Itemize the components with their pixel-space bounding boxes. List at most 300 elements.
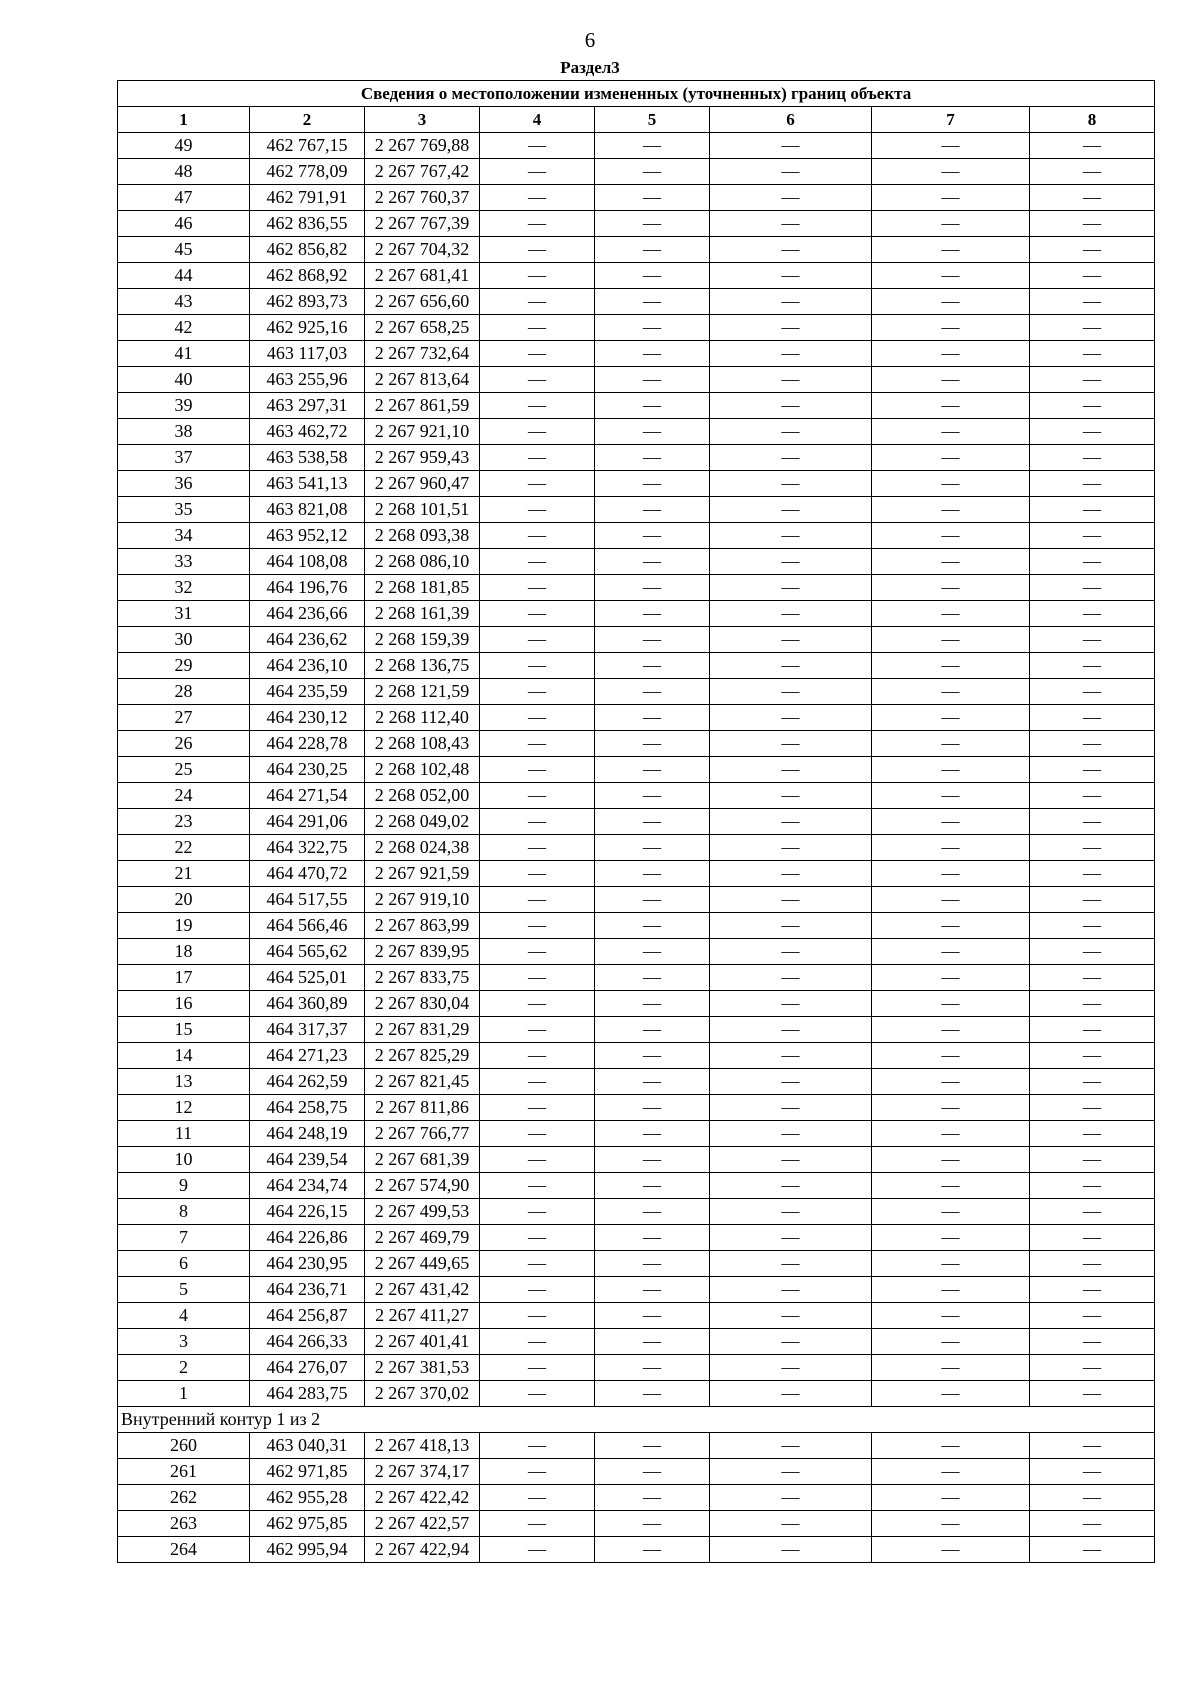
empty-value-cell: — <box>480 1069 595 1095</box>
point-number-cell: 25 <box>118 757 250 783</box>
empty-value-cell: — <box>1030 1069 1155 1095</box>
point-number-cell: 29 <box>118 653 250 679</box>
empty-value-cell: — <box>872 1251 1030 1277</box>
x-coordinate-cell: 462 791,91 <box>250 185 365 211</box>
empty-value-cell: — <box>595 939 710 965</box>
empty-value-cell: — <box>1030 679 1155 705</box>
point-number-cell: 43 <box>118 289 250 315</box>
empty-value-cell: — <box>710 679 872 705</box>
empty-value-cell: — <box>872 1459 1030 1485</box>
empty-value-cell: — <box>1030 939 1155 965</box>
y-coordinate-cell: 2 268 052,00 <box>365 783 480 809</box>
table-row <box>118 549 1155 575</box>
point-number-cell: 10 <box>118 1147 250 1173</box>
empty-value-cell: — <box>710 159 872 185</box>
empty-value-cell: — <box>595 1017 710 1043</box>
x-coordinate-cell: 462 975,85 <box>250 1511 365 1537</box>
y-coordinate-cell: 2 267 370,02 <box>365 1381 480 1407</box>
empty-value-cell: — <box>1030 341 1155 367</box>
section-label: Раздел3 <box>560 58 620 77</box>
point-number-cell: 4 <box>118 1303 250 1329</box>
x-coordinate-cell: 464 525,01 <box>250 965 365 991</box>
empty-value-cell: — <box>872 991 1030 1017</box>
empty-value-cell: — <box>595 341 710 367</box>
x-coordinate-cell: 464 360,89 <box>250 991 365 1017</box>
empty-value-cell: — <box>710 185 872 211</box>
empty-value-cell: — <box>480 549 595 575</box>
empty-value-cell: — <box>595 601 710 627</box>
column-header: 8 <box>1030 107 1155 133</box>
empty-value-cell: — <box>710 211 872 237</box>
empty-value-cell: — <box>1030 497 1155 523</box>
table-row <box>118 965 1155 991</box>
empty-value-cell: — <box>1030 861 1155 887</box>
coordinates-table <box>117 80 1155 1563</box>
empty-value-cell: — <box>710 731 872 757</box>
empty-value-cell: — <box>872 679 1030 705</box>
table-row <box>118 601 1155 627</box>
empty-value-cell: — <box>710 705 872 731</box>
point-number-cell: 48 <box>118 159 250 185</box>
empty-value-cell: — <box>595 731 710 757</box>
empty-value-cell: — <box>872 1043 1030 1069</box>
point-number-cell: 262 <box>118 1485 250 1511</box>
y-coordinate-cell: 2 267 656,60 <box>365 289 480 315</box>
empty-value-cell: — <box>595 653 710 679</box>
point-number-cell: 46 <box>118 211 250 237</box>
empty-value-cell: — <box>872 887 1030 913</box>
y-coordinate-cell: 2 268 049,02 <box>365 809 480 835</box>
y-coordinate-cell: 2 267 401,41 <box>365 1329 480 1355</box>
point-number-cell: 13 <box>118 1069 250 1095</box>
empty-value-cell: — <box>1030 1095 1155 1121</box>
empty-value-cell: — <box>710 367 872 393</box>
empty-value-cell: — <box>710 575 872 601</box>
inner-contour-label: Внутренний контур 1 из 2 <box>118 1407 1155 1433</box>
empty-value-cell: — <box>595 159 710 185</box>
table-row <box>118 1537 1155 1563</box>
column-header: 7 <box>872 107 1030 133</box>
empty-value-cell: — <box>480 965 595 991</box>
x-coordinate-cell: 463 297,31 <box>250 393 365 419</box>
x-coordinate-cell: 464 236,66 <box>250 601 365 627</box>
y-coordinate-cell: 2 267 767,42 <box>365 159 480 185</box>
x-coordinate-cell: 463 541,13 <box>250 471 365 497</box>
point-number-cell: 38 <box>118 419 250 445</box>
empty-value-cell: — <box>1030 445 1155 471</box>
empty-value-cell: — <box>480 185 595 211</box>
empty-value-cell: — <box>710 237 872 263</box>
empty-value-cell: — <box>1030 705 1155 731</box>
empty-value-cell: — <box>872 263 1030 289</box>
point-number-cell: 1 <box>118 1381 250 1407</box>
point-number-cell: 36 <box>118 471 250 497</box>
table-row <box>118 1017 1155 1043</box>
empty-value-cell: — <box>480 1225 595 1251</box>
y-coordinate-cell: 2 267 374,17 <box>365 1459 480 1485</box>
table-row <box>118 861 1155 887</box>
y-coordinate-cell: 2 267 574,90 <box>365 1173 480 1199</box>
empty-value-cell: — <box>1030 1485 1155 1511</box>
empty-value-cell: — <box>1030 835 1155 861</box>
x-coordinate-cell: 464 317,37 <box>250 1017 365 1043</box>
point-number-cell: 49 <box>118 133 250 159</box>
empty-value-cell: — <box>1030 1303 1155 1329</box>
table-row <box>118 471 1155 497</box>
empty-value-cell: — <box>480 1459 595 1485</box>
y-coordinate-cell: 2 267 830,04 <box>365 991 480 1017</box>
point-number-cell: 23 <box>118 809 250 835</box>
empty-value-cell: — <box>710 1069 872 1095</box>
empty-value-cell: — <box>595 133 710 159</box>
empty-value-cell: — <box>480 757 595 783</box>
empty-value-cell: — <box>480 1043 595 1069</box>
empty-value-cell: — <box>872 861 1030 887</box>
table-row <box>118 1303 1155 1329</box>
point-number-cell: 45 <box>118 237 250 263</box>
table-row <box>118 731 1155 757</box>
x-coordinate-cell: 464 276,07 <box>250 1355 365 1381</box>
x-coordinate-cell: 462 767,15 <box>250 133 365 159</box>
empty-value-cell: — <box>872 445 1030 471</box>
empty-value-cell: — <box>480 393 595 419</box>
empty-value-cell: — <box>872 1485 1030 1511</box>
x-coordinate-cell: 462 925,16 <box>250 315 365 341</box>
point-number-cell: 263 <box>118 1511 250 1537</box>
x-coordinate-cell: 462 995,94 <box>250 1537 365 1563</box>
empty-value-cell: — <box>480 939 595 965</box>
empty-value-cell: — <box>595 1277 710 1303</box>
empty-value-cell: — <box>872 1121 1030 1147</box>
empty-value-cell: — <box>872 1537 1030 1563</box>
empty-value-cell: — <box>480 289 595 315</box>
empty-value-cell: — <box>710 1147 872 1173</box>
empty-value-cell: — <box>595 471 710 497</box>
x-coordinate-cell: 463 462,72 <box>250 419 365 445</box>
point-number-cell: 18 <box>118 939 250 965</box>
empty-value-cell: — <box>710 1433 872 1459</box>
empty-value-cell: — <box>595 679 710 705</box>
empty-value-cell: — <box>1030 367 1155 393</box>
empty-value-cell: — <box>480 1017 595 1043</box>
point-number-cell: 35 <box>118 497 250 523</box>
empty-value-cell: — <box>480 445 595 471</box>
empty-value-cell: — <box>1030 289 1155 315</box>
empty-value-cell: — <box>480 1251 595 1277</box>
empty-value-cell: — <box>710 627 872 653</box>
point-number-cell: 260 <box>118 1433 250 1459</box>
empty-value-cell: — <box>872 757 1030 783</box>
empty-value-cell: — <box>1030 601 1155 627</box>
point-number-cell: 41 <box>118 341 250 367</box>
empty-value-cell: — <box>872 783 1030 809</box>
empty-value-cell: — <box>710 601 872 627</box>
x-coordinate-cell: 464 234,74 <box>250 1173 365 1199</box>
empty-value-cell: — <box>710 1225 872 1251</box>
empty-value-cell: — <box>1030 419 1155 445</box>
empty-value-cell: — <box>1030 653 1155 679</box>
page-number: 6 <box>584 28 596 52</box>
empty-value-cell: — <box>480 497 595 523</box>
empty-value-cell: — <box>595 1433 710 1459</box>
empty-value-cell: — <box>595 1225 710 1251</box>
empty-value-cell: — <box>480 315 595 341</box>
empty-value-cell: — <box>710 861 872 887</box>
empty-value-cell: — <box>595 445 710 471</box>
column-header: 4 <box>480 107 595 133</box>
empty-value-cell: — <box>1030 393 1155 419</box>
empty-value-cell: — <box>872 159 1030 185</box>
point-number-cell: 11 <box>118 1121 250 1147</box>
empty-value-cell: — <box>1030 991 1155 1017</box>
empty-value-cell: — <box>710 1017 872 1043</box>
empty-value-cell: — <box>480 1303 595 1329</box>
empty-value-cell: — <box>710 315 872 341</box>
point-number-cell: 40 <box>118 367 250 393</box>
table-row <box>118 393 1155 419</box>
empty-value-cell: — <box>595 1303 710 1329</box>
empty-value-cell: — <box>710 1485 872 1511</box>
point-number-cell: 14 <box>118 1043 250 1069</box>
y-coordinate-cell: 2 268 112,40 <box>365 705 480 731</box>
empty-value-cell: — <box>595 991 710 1017</box>
empty-value-cell: — <box>595 1043 710 1069</box>
empty-value-cell: — <box>710 445 872 471</box>
y-coordinate-cell: 2 267 411,27 <box>365 1303 480 1329</box>
empty-value-cell: — <box>480 1485 595 1511</box>
table-row <box>118 1433 1155 1459</box>
y-coordinate-cell: 2 267 831,29 <box>365 1017 480 1043</box>
empty-value-cell: — <box>710 809 872 835</box>
y-coordinate-cell: 2 267 811,86 <box>365 1095 480 1121</box>
empty-value-cell: — <box>710 965 872 991</box>
point-number-cell: 24 <box>118 783 250 809</box>
empty-value-cell: — <box>480 1329 595 1355</box>
empty-value-cell: — <box>1030 1329 1155 1355</box>
empty-value-cell: — <box>1030 1147 1155 1173</box>
x-coordinate-cell: 464 517,55 <box>250 887 365 913</box>
x-coordinate-cell: 462 778,09 <box>250 159 365 185</box>
y-coordinate-cell: 2 267 449,65 <box>365 1251 480 1277</box>
table-row <box>118 1329 1155 1355</box>
table-row <box>118 497 1155 523</box>
table-title: Сведения о местоположении измененных (уточненных) границ объекта <box>118 81 1155 107</box>
empty-value-cell: — <box>1030 1381 1155 1407</box>
empty-value-cell: — <box>1030 809 1155 835</box>
table-row <box>118 419 1155 445</box>
empty-value-cell: — <box>1030 263 1155 289</box>
empty-value-cell: — <box>1030 1277 1155 1303</box>
empty-value-cell: — <box>480 783 595 809</box>
empty-value-cell: — <box>480 471 595 497</box>
point-number-cell: 17 <box>118 965 250 991</box>
empty-value-cell: — <box>480 601 595 627</box>
empty-value-cell: — <box>872 1225 1030 1251</box>
point-number-cell: 42 <box>118 315 250 341</box>
point-number-cell: 28 <box>118 679 250 705</box>
empty-value-cell: — <box>1030 1017 1155 1043</box>
empty-value-cell: — <box>595 1537 710 1563</box>
point-number-cell: 264 <box>118 1537 250 1563</box>
empty-value-cell: — <box>872 341 1030 367</box>
table-row <box>118 705 1155 731</box>
table-row <box>118 237 1155 263</box>
y-coordinate-cell: 2 267 422,94 <box>365 1537 480 1563</box>
point-number-cell: 261 <box>118 1459 250 1485</box>
empty-value-cell: — <box>480 991 595 1017</box>
x-coordinate-cell: 464 239,54 <box>250 1147 365 1173</box>
table-row <box>118 133 1155 159</box>
table-row <box>118 185 1155 211</box>
x-coordinate-cell: 464 236,10 <box>250 653 365 679</box>
empty-value-cell: — <box>1030 1173 1155 1199</box>
empty-value-cell: — <box>872 1095 1030 1121</box>
y-coordinate-cell: 2 267 766,77 <box>365 1121 480 1147</box>
empty-value-cell: — <box>595 861 710 887</box>
y-coordinate-cell: 2 267 839,95 <box>365 939 480 965</box>
x-coordinate-cell: 463 255,96 <box>250 367 365 393</box>
empty-value-cell: — <box>872 965 1030 991</box>
empty-value-cell: — <box>595 705 710 731</box>
y-coordinate-cell: 2 267 422,57 <box>365 1511 480 1537</box>
table-row <box>118 679 1155 705</box>
x-coordinate-cell: 462 971,85 <box>250 1459 365 1485</box>
empty-value-cell: — <box>710 1277 872 1303</box>
table-row <box>118 575 1155 601</box>
empty-value-cell: — <box>872 731 1030 757</box>
empty-value-cell: — <box>1030 523 1155 549</box>
point-number-cell: 8 <box>118 1199 250 1225</box>
y-coordinate-cell: 2 267 681,39 <box>365 1147 480 1173</box>
empty-value-cell: — <box>710 1251 872 1277</box>
empty-value-cell: — <box>710 497 872 523</box>
empty-value-cell: — <box>480 1147 595 1173</box>
empty-value-cell: — <box>480 159 595 185</box>
y-coordinate-cell: 2 267 960,47 <box>365 471 480 497</box>
empty-value-cell: — <box>595 1121 710 1147</box>
x-coordinate-cell: 464 271,54 <box>250 783 365 809</box>
y-coordinate-cell: 2 267 658,25 <box>365 315 480 341</box>
table-row <box>118 445 1155 471</box>
point-number-cell: 12 <box>118 1095 250 1121</box>
empty-value-cell: — <box>710 1043 872 1069</box>
y-coordinate-cell: 2 268 121,59 <box>365 679 480 705</box>
y-coordinate-cell: 2 268 102,48 <box>365 757 480 783</box>
empty-value-cell: — <box>480 419 595 445</box>
x-coordinate-cell: 464 271,23 <box>250 1043 365 1069</box>
empty-value-cell: — <box>595 1511 710 1537</box>
y-coordinate-cell: 2 267 821,45 <box>365 1069 480 1095</box>
empty-value-cell: — <box>1030 315 1155 341</box>
x-coordinate-cell: 463 040,31 <box>250 1433 365 1459</box>
table-row <box>118 939 1155 965</box>
point-number-cell: 21 <box>118 861 250 887</box>
empty-value-cell: — <box>710 1199 872 1225</box>
x-coordinate-cell: 464 108,08 <box>250 549 365 575</box>
empty-value-cell: — <box>1030 1251 1155 1277</box>
empty-value-cell: — <box>595 1381 710 1407</box>
empty-value-cell: — <box>595 809 710 835</box>
empty-value-cell: — <box>1030 913 1155 939</box>
empty-value-cell: — <box>595 913 710 939</box>
empty-value-cell: — <box>595 263 710 289</box>
empty-value-cell: — <box>872 497 1030 523</box>
point-number-cell: 5 <box>118 1277 250 1303</box>
y-coordinate-cell: 2 268 024,38 <box>365 835 480 861</box>
column-header: 6 <box>710 107 872 133</box>
table-row <box>118 1199 1155 1225</box>
empty-value-cell: — <box>872 523 1030 549</box>
x-coordinate-cell: 463 821,08 <box>250 497 365 523</box>
y-coordinate-cell: 2 267 431,42 <box>365 1277 480 1303</box>
empty-value-cell: — <box>595 1329 710 1355</box>
empty-value-cell: — <box>480 1511 595 1537</box>
point-number-cell: 3 <box>118 1329 250 1355</box>
empty-value-cell: — <box>480 237 595 263</box>
point-number-cell: 22 <box>118 835 250 861</box>
empty-value-cell: — <box>710 783 872 809</box>
x-coordinate-cell: 464 230,12 <box>250 705 365 731</box>
table-row <box>118 1173 1155 1199</box>
x-coordinate-cell: 462 868,92 <box>250 263 365 289</box>
x-coordinate-cell: 463 952,12 <box>250 523 365 549</box>
x-coordinate-cell: 464 470,72 <box>250 861 365 887</box>
empty-value-cell: — <box>1030 627 1155 653</box>
empty-value-cell: — <box>595 497 710 523</box>
empty-value-cell: — <box>710 1329 872 1355</box>
empty-value-cell: — <box>872 653 1030 679</box>
point-number-cell: 15 <box>118 1017 250 1043</box>
point-number-cell: 2 <box>118 1355 250 1381</box>
y-coordinate-cell: 2 267 813,64 <box>365 367 480 393</box>
x-coordinate-cell: 464 196,76 <box>250 575 365 601</box>
empty-value-cell: — <box>595 185 710 211</box>
empty-value-cell: — <box>872 549 1030 575</box>
outer-contour-rows <box>118 133 1155 1407</box>
empty-value-cell: — <box>1030 211 1155 237</box>
empty-value-cell: — <box>480 887 595 913</box>
x-coordinate-cell: 462 836,55 <box>250 211 365 237</box>
y-coordinate-cell: 2 267 760,37 <box>365 185 480 211</box>
y-coordinate-cell: 2 268 181,85 <box>365 575 480 601</box>
empty-value-cell: — <box>710 913 872 939</box>
y-coordinate-cell: 2 268 136,75 <box>365 653 480 679</box>
empty-value-cell: — <box>480 1173 595 1199</box>
empty-value-cell: — <box>480 809 595 835</box>
x-coordinate-cell: 464 230,95 <box>250 1251 365 1277</box>
table-row <box>118 289 1155 315</box>
y-coordinate-cell: 2 268 161,39 <box>365 601 480 627</box>
empty-value-cell: — <box>872 315 1030 341</box>
empty-value-cell: — <box>595 523 710 549</box>
empty-value-cell: — <box>595 965 710 991</box>
empty-value-cell: — <box>872 1147 1030 1173</box>
x-coordinate-cell: 464 258,75 <box>250 1095 365 1121</box>
empty-value-cell: — <box>595 367 710 393</box>
point-number-cell: 34 <box>118 523 250 549</box>
empty-value-cell: — <box>595 393 710 419</box>
empty-value-cell: — <box>595 549 710 575</box>
y-coordinate-cell: 2 267 418,13 <box>365 1433 480 1459</box>
table-row <box>118 627 1155 653</box>
x-coordinate-cell: 464 291,06 <box>250 809 365 835</box>
table-row <box>118 1511 1155 1537</box>
table-row <box>118 757 1155 783</box>
empty-value-cell: — <box>710 991 872 1017</box>
table-row <box>118 315 1155 341</box>
empty-value-cell: — <box>480 731 595 757</box>
empty-value-cell: — <box>1030 575 1155 601</box>
